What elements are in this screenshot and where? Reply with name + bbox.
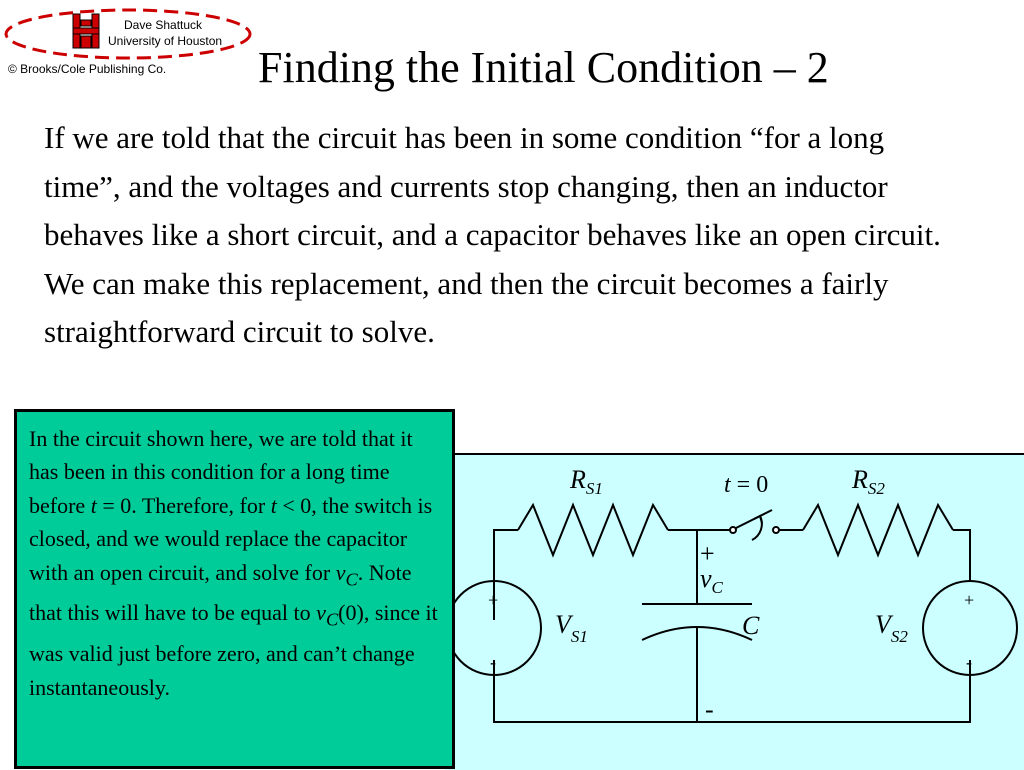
switch-arrow-head bbox=[754, 516, 762, 523]
explanation-note bbox=[14, 409, 455, 769]
slide-title: Finding the Initial Condition – 2 bbox=[258, 43, 829, 92]
vc-label: $v_C$ bbox=[700, 564, 723, 597]
vc-plus-sign: + bbox=[700, 539, 715, 568]
vs1-minus-sign: - bbox=[490, 652, 496, 672]
vs2-label: $V_{S2}$ bbox=[875, 610, 908, 646]
vs2-minus-sign: - bbox=[966, 652, 972, 672]
author-name: Dave Shattuck bbox=[124, 18, 203, 32]
cap-label: C bbox=[742, 611, 760, 640]
rs1-label: $R_{S1}$ bbox=[570, 465, 603, 498]
copyright-notice: © Brooks/Cole Publishing Co. bbox=[8, 62, 167, 76]
vs1-label: $V_{S1}$ bbox=[555, 610, 588, 646]
vc-minus-sign: - bbox=[705, 695, 714, 724]
wire-left-bottom bbox=[494, 660, 970, 722]
vs1-plus-sign: + bbox=[488, 590, 499, 610]
note-text: In the circuit shown here, we are told that it has been in this condition for a long time before t = 0. Therefore, for t < 0, the switch is closed, and we would replace the capacitor with an open circuit, and solve for $v_C$. Note that this will have to be equal to $v_C(0)$, since it was valid just before zero, and can’t change instantaneously. bbox=[29, 426, 438, 700]
resistor-rs1-zigzag bbox=[518, 505, 668, 555]
switch-contact-left bbox=[730, 527, 736, 533]
switch-contact-right bbox=[773, 527, 779, 533]
switch-time-label: t = 0 bbox=[724, 472, 769, 498]
body-paragraph: If we are told that the circuit has been in some condition “for a long time”, and the voltages and currents stop changing, then an inductor behaves like a short circuit, and a capacitor behaves like an open circuit. We can make this replacement, and then the circuit becomes a fairly straightforward circuit to solve. bbox=[44, 120, 941, 349]
resistor-rs2-zigzag bbox=[803, 505, 953, 555]
rs2-label: $R_{S2}$ bbox=[852, 465, 885, 498]
vs2-plus-sign: + bbox=[964, 590, 975, 610]
wire-right-corner bbox=[953, 530, 970, 582]
university-name: University of Houston bbox=[108, 34, 223, 48]
